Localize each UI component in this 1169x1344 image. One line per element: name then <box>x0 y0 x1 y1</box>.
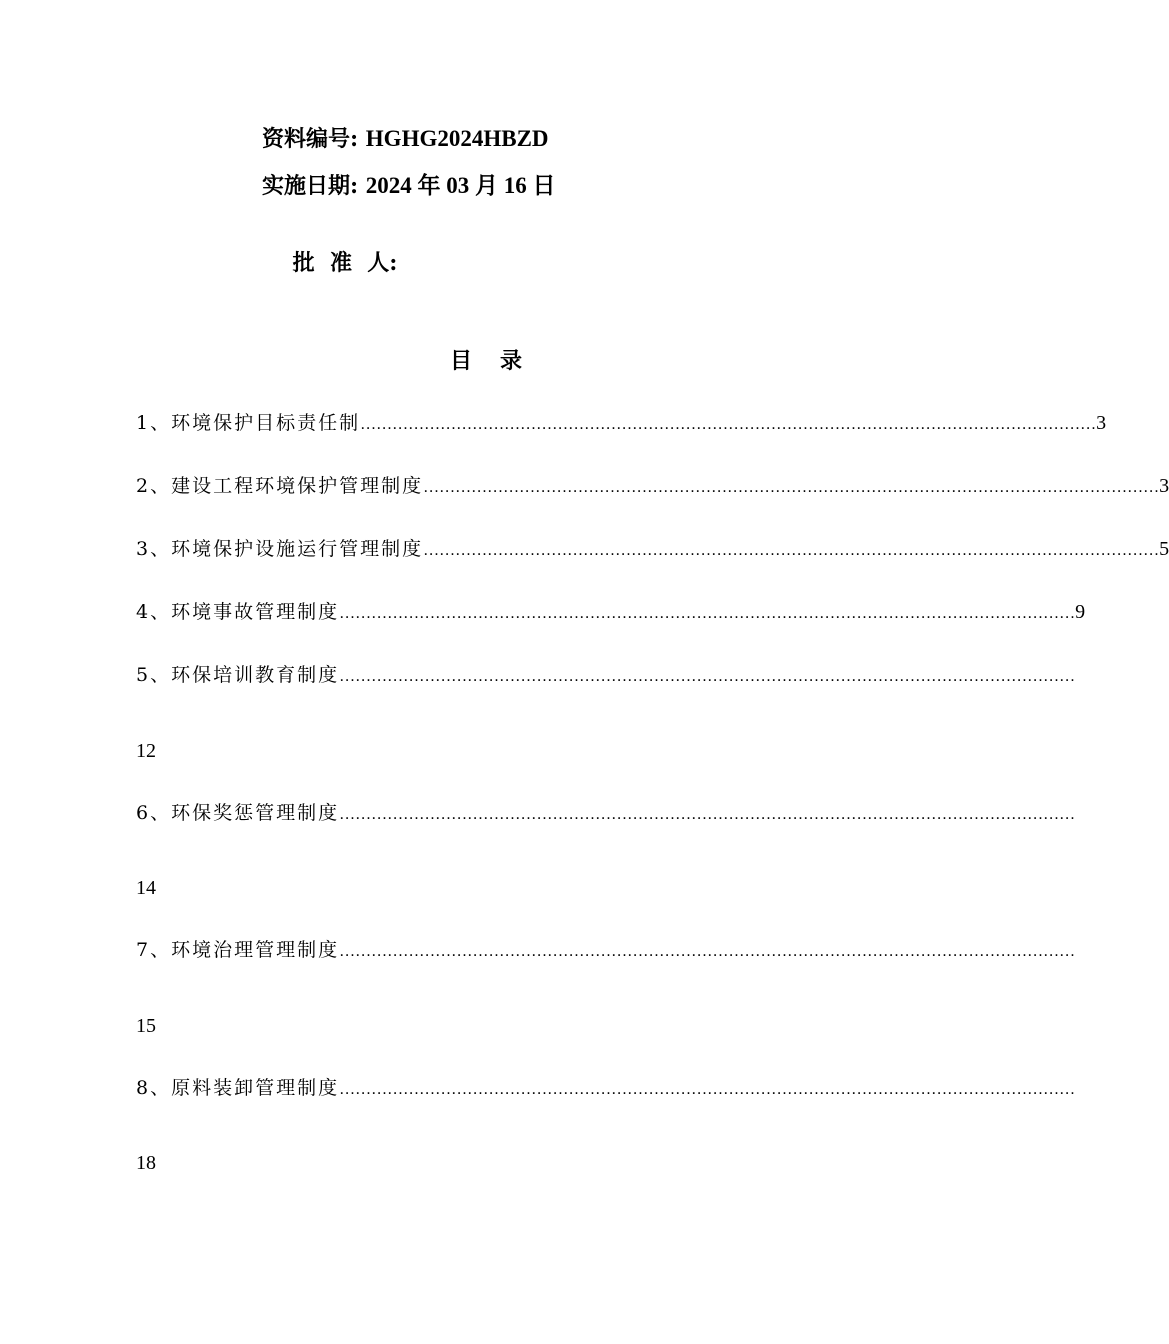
toc-entry-page: 12 <box>136 740 156 762</box>
toc-entry-page: 9 <box>1075 601 1086 623</box>
toc-leader-dots: ………………………………………………………………………………………………………………………… <box>339 668 1076 685</box>
toc-entry[interactable] <box>136 798 1076 828</box>
toc-entry-page: 5 <box>1159 538 1169 560</box>
toc-entry-label: 8、原料装卸管理制度 <box>136 1077 340 1099</box>
date-line <box>262 171 556 201</box>
toc-title: 目录 <box>449 348 550 374</box>
date-label: 实施日期: <box>262 173 359 199</box>
approver-line <box>262 218 397 308</box>
date-value: 2024 年 03 月 16 日 <box>365 173 556 198</box>
approver-label: 批 准 人: <box>292 250 398 276</box>
toc-entry[interactable] <box>136 660 1076 690</box>
toc-entry-page: 18 <box>136 1152 156 1174</box>
toc-entry-label: 2、建设工程环境保护管理制度 <box>136 475 424 497</box>
toc-entry-label: 1、环境保护目标责任制 <box>136 412 361 434</box>
doc-number-line <box>262 124 549 154</box>
toc-entry-page: 3 <box>1159 475 1169 497</box>
toc-leader-dots: ………………………………………………………………………………………………………………………… <box>339 1081 1076 1098</box>
toc-entry-label: 4、环境事故管理制度 <box>136 601 340 623</box>
doc-number-value: HGHG2024HBZD <box>365 126 549 151</box>
toc-entry[interactable] <box>136 471 1169 501</box>
toc-entry[interactable] <box>136 597 1086 627</box>
toc-entry[interactable] <box>136 935 1076 965</box>
toc-entry[interactable] <box>136 534 1169 564</box>
toc-entry[interactable] <box>136 408 1107 438</box>
toc-entry-page: 15 <box>136 1015 156 1037</box>
toc-entry-label: 3、环境保护设施运行管理制度 <box>136 538 424 560</box>
toc-leader-dots: ………………………………………………………………………………………………………………………… <box>423 542 1160 559</box>
toc-entry-label: 7、环境治理管理制度 <box>136 939 340 961</box>
toc-leader-dots: ………………………………………………………………………………………………………………………… <box>423 479 1160 496</box>
toc-entry[interactable] <box>136 1073 1076 1103</box>
doc-number-label: 资料编号: <box>262 126 359 152</box>
toc-entry-page: 3 <box>1096 412 1107 434</box>
toc-leader-dots: ………………………………………………………………………………………………………………………… <box>360 416 1097 433</box>
toc-entry-label: 6、环保奖惩管理制度 <box>136 802 340 824</box>
toc-leader-dots: ………………………………………………………………………………………………………………………… <box>339 605 1076 622</box>
toc-entry-page: 14 <box>136 877 156 899</box>
toc-entry-label: 5、环保培训教育制度 <box>136 664 340 686</box>
toc-leader-dots: ………………………………………………………………………………………………………………………… <box>339 806 1076 823</box>
toc-leader-dots: ………………………………………………………………………………………………………………………… <box>339 943 1076 960</box>
